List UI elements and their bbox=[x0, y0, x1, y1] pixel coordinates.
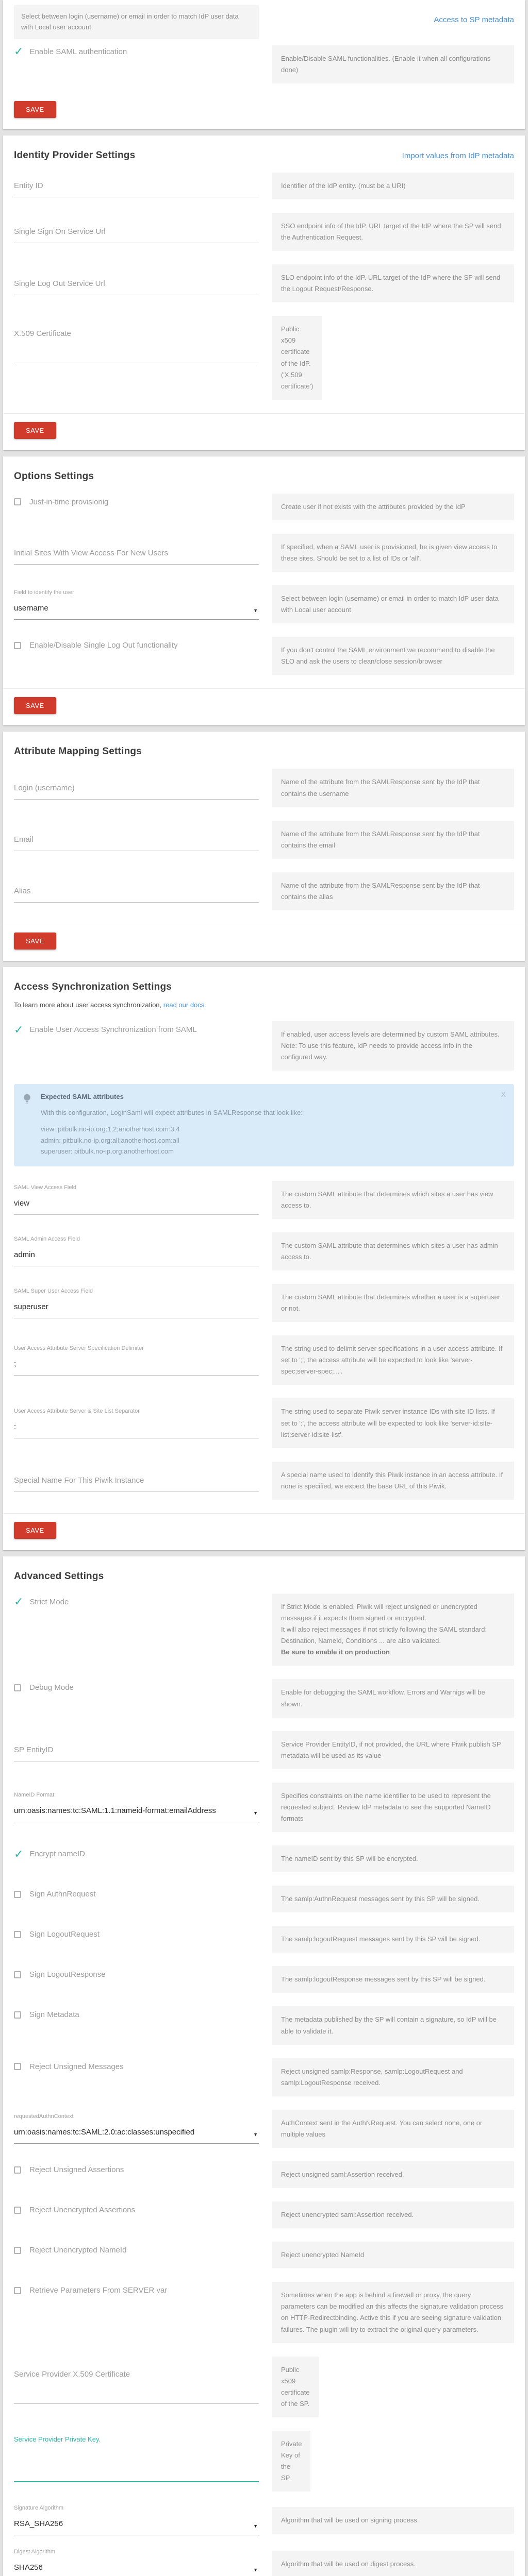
sp-metadata-link-wrap bbox=[272, 5, 514, 25]
reject-unencrypted-nameid-checkbox[interactable] bbox=[14, 2242, 259, 2255]
view-access-input[interactable] bbox=[14, 1192, 259, 1215]
admin-small-label: SAML Admin Access Field bbox=[14, 1236, 80, 1243]
x509-help: Public x509 certificate of the IdP. ('X.509 certificate') bbox=[272, 316, 322, 400]
jit-help: Create user if not exists with the attributes provided by the IdP bbox=[272, 494, 514, 520]
close-icon[interactable]: X bbox=[501, 1090, 506, 1099]
intro-text: To learn more about user access synchronization, bbox=[14, 1001, 162, 1009]
sign-authnrequest-checkbox[interactable] bbox=[14, 1886, 259, 1899]
row-reject-unencrypted-assertions bbox=[14, 2201, 514, 2228]
sign-authnrequest-help: The samlp:AuthnRequest messages sent by this SP will be signed. bbox=[272, 1886, 514, 1912]
login-attr-placeholder: Login (username) bbox=[14, 784, 75, 793]
enable-sync-label: Enable User Access Synchronization from SAML bbox=[29, 1025, 197, 1035]
checkbox-icon bbox=[14, 2166, 21, 2174]
slo-toggle-checkbox[interactable] bbox=[14, 637, 259, 650]
strict-help-line1: If Strict Mode is enabled, Piwik will reject unsigned or unencrypted messages if it expects them signed or encrypted. bbox=[281, 1602, 477, 1622]
delimiter-help: The string used to delimit server specifications in a user access attribute. If set to ';', the access attribute will be expected to look like 'server-spec;server-spec;...'. bbox=[272, 1335, 514, 1385]
enable-saml-help: Enable/Disable SAML functionalities. (Enable it when all configurations done) bbox=[272, 45, 514, 83]
checkmark-icon: ✓ bbox=[14, 1847, 24, 1860]
reject-unencrypted-assertions-help: Reject unencrypted saml:Assertion received. bbox=[272, 2201, 514, 2228]
access-titlebar bbox=[14, 981, 514, 993]
retrieve-parameters-label: Retrieve Parameters From SERVER var bbox=[29, 2286, 168, 2295]
authncontext-value: urn:oasis:names:tc:SAML:2.0:ac:classes:unspecified bbox=[14, 2128, 195, 2137]
row-slo-toggle bbox=[14, 637, 514, 675]
reject-unsigned-assertions-checkbox[interactable] bbox=[14, 2161, 259, 2174]
save-button[interactable]: SAVE bbox=[14, 933, 56, 950]
alias-attribute-input[interactable] bbox=[14, 879, 259, 903]
row-initial-sites bbox=[14, 534, 514, 572]
notice-line-view: view: pitbulk.no-ip.org:1,2;anotherhost.com:3,4 bbox=[41, 1125, 180, 1133]
special-name-help: A special name used to identify this Piwik instance in an access attribute. If none is specified, we expect the base URL of this Piwik. bbox=[272, 1462, 514, 1500]
signature-algorithm-small-label: Signature Algorithm bbox=[14, 2505, 63, 2512]
initial-sites-input[interactable] bbox=[14, 541, 259, 565]
jit-label: Just-in-time provisionig bbox=[29, 497, 109, 506]
email-attribute-input[interactable] bbox=[14, 828, 259, 851]
checkbox-icon bbox=[14, 642, 21, 649]
row-x509-cert bbox=[14, 316, 514, 400]
checkbox-icon bbox=[14, 2063, 21, 2070]
row-sp-private-key bbox=[14, 2431, 514, 2492]
email-attr-help: Name of the attribute from the SAMLResponse sent by the IdP that contains the email bbox=[272, 821, 514, 859]
row-sign-logoutresponse bbox=[14, 1966, 514, 1993]
row-reject-unsigned-messages bbox=[14, 2058, 514, 2096]
sign-metadata-help: The metadata published by the SP will contain a signature, so IdP will be able to validate it. bbox=[272, 2006, 514, 2044]
checkbox-icon bbox=[14, 2247, 21, 2254]
nameid-format-help: Specifies constraints on the name identifier to be used to represent the requested subject. Review IdP metadata to see the supported NameID formats bbox=[272, 1783, 514, 1832]
sign-logoutrequest-help: The samlp:logoutRequest messages sent by this SP will be signed. bbox=[272, 1926, 514, 1953]
row-enable-sync bbox=[14, 1021, 514, 1071]
row-admin-field bbox=[14, 1232, 514, 1270]
entity-id-input[interactable] bbox=[14, 174, 259, 197]
authncontext-small-label: requestedAuthnContext bbox=[14, 2113, 74, 2120]
checkbox-icon bbox=[14, 1971, 21, 1978]
special-name-input[interactable] bbox=[14, 1469, 259, 1492]
notice-line-admin: admin: pitbulk.no-ip.org:all;anotherhost.com:all bbox=[41, 1136, 179, 1144]
sign-logoutresponse-label: Sign LogoutResponse bbox=[29, 1970, 106, 1979]
sp-certificate-textarea[interactable] bbox=[14, 2357, 259, 2404]
debug-mode-label: Debug Mode bbox=[29, 1683, 74, 1692]
row-sign-metadata bbox=[14, 2006, 514, 2044]
row-sp-entity bbox=[14, 1731, 514, 1769]
row-sp-certificate bbox=[14, 2357, 514, 2417]
encrypt-nameid-checkbox[interactable] bbox=[14, 1845, 259, 1858]
sp-entityid-placeholder: SP EntityID bbox=[14, 1745, 54, 1755]
card-access-sync-settings bbox=[3, 967, 525, 1550]
row-nameid-format bbox=[14, 1783, 514, 1832]
superuser-help: The custom SAML attribute that determines whether a user is a superuser or not. bbox=[272, 1284, 514, 1322]
section-title: Access Synchronization Settings bbox=[14, 981, 172, 993]
reject-unsigned-messages-help: Reject unsigned samlp:Response, samlp:LogoutRequest and samlp:LogoutResponse received. bbox=[272, 2058, 514, 2096]
save-button[interactable]: SAVE bbox=[14, 1522, 56, 1539]
delimiter-small-label: User Access Attribute Server Specification Delimiter bbox=[14, 1345, 144, 1351]
divider bbox=[3, 413, 525, 414]
sign-metadata-label: Sign Metadata bbox=[29, 2010, 79, 2020]
enable-sync-help: If enabled, user access levels are determined by custom SAML attributes. Note: To use this feature, IdP needs to provide access info in the configured way. bbox=[272, 1021, 514, 1071]
reject-unencrypted-nameid-help: Reject unencrypted NameId bbox=[272, 2242, 514, 2268]
entity-id-help: Identifier of the IdP entity. (must be a URI) bbox=[272, 173, 514, 199]
row-view-field bbox=[14, 1181, 514, 1219]
reject-unencrypted-nameid-label: Reject Unencrypted NameId bbox=[29, 2246, 127, 2255]
admin-help: The custom SAML attribute that determines which sites a user has admin access to. bbox=[272, 1232, 514, 1270]
idp-titlebar bbox=[14, 150, 514, 161]
alias-attr-placeholder: Alias bbox=[14, 887, 31, 896]
identify-user-select[interactable] bbox=[14, 597, 259, 620]
superuser-small-label: SAML Super User Access Field bbox=[14, 1287, 93, 1294]
checkbox-icon bbox=[14, 2011, 21, 2019]
encrypt-nameid-label: Encrypt nameID bbox=[29, 1850, 85, 1859]
row-strict-mode bbox=[14, 1594, 514, 1666]
checkbox-icon bbox=[14, 1931, 21, 1938]
delimiter-input[interactable] bbox=[14, 1352, 259, 1376]
digest-algorithm-select[interactable] bbox=[14, 2556, 259, 2576]
sp-certificate-help: Public x509 certificate of the SP. bbox=[272, 2357, 319, 2417]
x509-certificate-textarea[interactable] bbox=[14, 316, 259, 363]
digest-algorithm-value: SHA256 bbox=[14, 2563, 43, 2572]
slo-url-help: SLO endpoint info of the IdP. URL target of the IdP where the SP will send the Logout Request/Response. bbox=[272, 264, 514, 302]
save-button[interactable]: SAVE bbox=[14, 101, 56, 118]
row-reject-unencrypted-nameid bbox=[14, 2242, 514, 2268]
row-superuser-field bbox=[14, 1284, 514, 1322]
sign-logoutrequest-label: Sign LogoutRequest bbox=[29, 1930, 100, 1939]
checkmark-icon: ✓ bbox=[14, 1023, 24, 1036]
reject-unsigned-messages-checkbox[interactable] bbox=[14, 2058, 259, 2071]
access-sp-metadata-link[interactable]: Access to SP metadata bbox=[434, 15, 514, 24]
row-alias-attr bbox=[14, 872, 514, 910]
reject-unsigned-assertions-label: Reject Unsigned Assertions bbox=[29, 2165, 124, 2174]
advanced-titlebar bbox=[14, 1571, 514, 1582]
login-attr-help: Name of the attribute from the SAMLResponse sent by the IdP that contains the username bbox=[272, 769, 514, 807]
sign-authnrequest-label: Sign AuthnRequest bbox=[29, 1890, 96, 1899]
divider bbox=[3, 688, 525, 689]
checkbox-icon bbox=[14, 2207, 21, 2214]
digest-algorithm-small-label: Digest Algorithm bbox=[14, 2549, 56, 2555]
row-encrypt-nameid bbox=[14, 1845, 514, 1872]
card-identity-provider-settings bbox=[3, 135, 525, 450]
row-login-attr bbox=[14, 769, 514, 807]
superuser-access-input[interactable] bbox=[14, 1295, 259, 1318]
section-title: Options Settings bbox=[14, 470, 94, 482]
initial-sites-help: If specified, when a SAML user is provisioned, he is given view access to these sites. Should be set to a list of IDs or 'all'. bbox=[272, 534, 514, 572]
nameid-format-value: urn:oasis:names:tc:SAML:1.1:nameid-format:emailAddress bbox=[14, 1806, 216, 1816]
row-email-attr bbox=[14, 821, 514, 859]
sp-entityid-help: Service Provider EntityID, if not provided, the URL where Piwik publish SP metadata will be used as its value bbox=[272, 1731, 514, 1769]
separator-small-label: User Access Attribute Server & Site List Separator bbox=[14, 1408, 140, 1415]
sso-url-input[interactable] bbox=[14, 220, 259, 243]
nameid-small-label: NameID Format bbox=[14, 1792, 55, 1799]
checkbox-icon bbox=[14, 1891, 21, 1898]
row-signature-algorithm bbox=[14, 2505, 514, 2535]
row-special-name bbox=[14, 1462, 514, 1500]
login-attribute-input[interactable] bbox=[14, 776, 259, 800]
superuser-value: superuser bbox=[14, 1302, 48, 1311]
checkbox-icon bbox=[14, 1684, 21, 1691]
checkbox-icon bbox=[14, 2287, 21, 2294]
strict-mode-checkbox[interactable] bbox=[14, 1594, 259, 1606]
reject-unencrypted-assertions-label: Reject Unencrypted Assertions bbox=[29, 2206, 136, 2215]
slo-toggle-help: If you don't control the SAML environment we recommend to disable the SLO and ask the users to clean/close session/browser bbox=[272, 637, 514, 675]
strict-mode-help bbox=[272, 1594, 514, 1666]
section-title: Identity Provider Settings bbox=[14, 149, 136, 161]
authncontext-select[interactable] bbox=[14, 2121, 259, 2144]
enable-saml-checkbox[interactable] bbox=[14, 45, 259, 56]
signature-algorithm-select[interactable] bbox=[14, 2512, 259, 2535]
sign-metadata-checkbox[interactable] bbox=[14, 2006, 259, 2019]
entity-id-placeholder: Entity ID bbox=[14, 181, 43, 191]
sp-entityid-input[interactable] bbox=[14, 1738, 259, 1761]
encrypt-nameid-help: The nameID sent by this SP will be encrypted. bbox=[272, 1845, 514, 1872]
strict-help-line2: It will also reject messages if not strictly following the SAML standard: Destination, NameId, Conditions ... are also validated. bbox=[281, 1625, 487, 1645]
row-delimiter bbox=[14, 1335, 514, 1385]
card-options-settings bbox=[3, 456, 525, 726]
authncontext-help: AuthContext sent in the AuthNRequest. You can select none, one or multiple values bbox=[272, 2110, 514, 2148]
dropdown-arrow-icon: ▼ bbox=[253, 607, 258, 613]
retrieve-parameters-checkbox[interactable] bbox=[14, 2282, 259, 2295]
attr-titlebar bbox=[14, 746, 514, 757]
sso-url-help: SSO endpoint info of the IdP. URL target of the IdP where the SP will send the Authentication Request. bbox=[272, 213, 514, 251]
card-enable-saml bbox=[3, 0, 525, 129]
delimiter-value: ; bbox=[14, 1359, 16, 1368]
slo-url-placeholder: Single Log Out Service Url bbox=[14, 279, 105, 288]
initial-sites-placeholder: Initial Sites With View Access For New Users bbox=[14, 548, 168, 557]
notice-title: Expected SAML attributes bbox=[41, 1093, 124, 1101]
enable-sync-checkbox[interactable] bbox=[14, 1021, 259, 1034]
sso-url-placeholder: Single Sign On Service Url bbox=[14, 227, 106, 236]
sp-private-key-textarea[interactable] bbox=[14, 2431, 259, 2482]
identify-small-label: Field to identify the user bbox=[14, 589, 74, 596]
row-digest-algorithm bbox=[14, 2549, 514, 2576]
row-sso-url bbox=[14, 213, 514, 251]
dropdown-arrow-icon: ▼ bbox=[253, 2567, 258, 2573]
section-title: Advanced Settings bbox=[14, 1570, 104, 1582]
slo-url-input[interactable] bbox=[14, 272, 259, 295]
identify-value: username bbox=[14, 603, 48, 613]
import-idp-metadata-link[interactable]: Import values from IdP metadata bbox=[402, 151, 514, 160]
alias-attr-help: Name of the attribute from the SAMLResponse sent by the IdP that contains the alias bbox=[272, 872, 514, 910]
sign-logoutresponse-help: The samlp:logoutResponse messages sent by this SP will be signed. bbox=[272, 1966, 514, 1993]
view-value: view bbox=[14, 1199, 30, 1208]
row-slo-url bbox=[14, 264, 514, 302]
dropdown-arrow-icon: ▼ bbox=[253, 1810, 258, 1816]
signature-algorithm-help: Algorithm that will be used on signing process. bbox=[272, 2507, 514, 2534]
access-intro bbox=[14, 1001, 514, 1009]
row-sign-logoutrequest bbox=[14, 1926, 514, 1953]
checkmark-icon: ✓ bbox=[14, 45, 24, 58]
options-titlebar bbox=[14, 471, 514, 482]
lightbulb-icon bbox=[23, 1093, 41, 1157]
row-context bbox=[14, 5, 514, 39]
row-authncontext bbox=[14, 2110, 514, 2148]
sign-logoutresponse-checkbox[interactable] bbox=[14, 1966, 259, 1979]
checkbox-icon bbox=[14, 498, 21, 505]
divider bbox=[3, 1513, 525, 1514]
email-attr-placeholder: Email bbox=[14, 835, 34, 844]
strict-help-line3: Be sure to enable it on production bbox=[281, 1648, 390, 1656]
debug-mode-checkbox[interactable] bbox=[14, 1679, 259, 1692]
row-debug-mode bbox=[14, 1679, 514, 1717]
admin-value: admin bbox=[14, 1250, 35, 1260]
sp-private-key-label: Service Provider Private Key. bbox=[14, 2435, 101, 2444]
notice-line-superuser: superuser: pitbulk.no-ip.org;anotherhost.com bbox=[41, 1147, 174, 1156]
section-title: Attribute Mapping Settings bbox=[14, 746, 142, 757]
separator-input[interactable] bbox=[14, 1415, 259, 1438]
sp-certificate-placeholder: Service Provider X.509 Certificate bbox=[14, 2369, 130, 2379]
expected-saml-attributes-notice bbox=[14, 1084, 514, 1166]
view-small-label: SAML View Access Field bbox=[14, 1184, 77, 1191]
dropdown-arrow-icon: ▼ bbox=[253, 2132, 258, 2138]
card-advanced-settings bbox=[3, 1556, 525, 2576]
retrieve-parameters-help: Sometimes when the app is behind a firewall or proxy, the query parameters can be modified an this affects the signature validation process on HTTP-Redirectbinding. Active this if you are seeing signature validation failures. The plugin will try to extract the original query parameters. bbox=[272, 2282, 514, 2343]
save-button[interactable]: SAVE bbox=[14, 697, 56, 714]
row-sign-authnrequest bbox=[14, 1886, 514, 1912]
nameid-format-select[interactable] bbox=[14, 1799, 259, 1822]
sign-logoutrequest-checkbox[interactable] bbox=[14, 1926, 259, 1939]
reject-unsigned-messages-label: Reject Unsigned Messages bbox=[29, 2062, 124, 2071]
notice-text: With this configuration, LoginSaml will expect attributes in SAMLResponse that look like: bbox=[41, 1109, 303, 1117]
jit-checkbox[interactable] bbox=[14, 494, 259, 506]
admin-access-input[interactable] bbox=[14, 1243, 259, 1266]
view-help: The custom SAML attribute that determines which sites a user has view access to. bbox=[272, 1181, 514, 1219]
notice-body bbox=[41, 1093, 303, 1157]
checkmark-icon: ✓ bbox=[14, 1595, 24, 1608]
read-docs-link[interactable]: read our docs. bbox=[163, 1001, 206, 1009]
field-context-note: Select between login (username) or email in order to match IdP user data with Local user account bbox=[14, 5, 259, 39]
reject-unsigned-assertions-help: Reject unsigned saml:Assertion received. bbox=[272, 2161, 514, 2188]
separator-help: The string used to separate Piwik server instance IDs with site ID lists. If set to ':', the access attribute will be expected to look like 'server-id:site-list;server-id:site-list'. bbox=[272, 1398, 514, 1448]
strict-mode-label: Strict Mode bbox=[29, 1597, 69, 1606]
row-retrieve-parameters bbox=[14, 2282, 514, 2343]
row-jit bbox=[14, 494, 514, 520]
context-note-wrap bbox=[14, 5, 259, 39]
signature-algorithm-value: RSA_SHA256 bbox=[14, 2519, 63, 2529]
row-separator bbox=[14, 1398, 514, 1448]
x509-placeholder: X.509 Certificate bbox=[14, 329, 71, 338]
enable-saml-label: Enable SAML authentication bbox=[29, 47, 127, 56]
dropdown-arrow-icon: ▼ bbox=[253, 2523, 258, 2529]
row-entity-id bbox=[14, 173, 514, 199]
row-reject-unsigned-assertions bbox=[14, 2161, 514, 2188]
reject-unencrypted-assertions-checkbox[interactable] bbox=[14, 2201, 259, 2214]
save-button[interactable]: SAVE bbox=[14, 422, 56, 439]
digest-algorithm-help: Algorithm that will be used on digest process. bbox=[272, 2551, 514, 2576]
separator-value: : bbox=[14, 1422, 16, 1432]
card-attribute-mapping-settings bbox=[3, 732, 525, 961]
row-identify-field bbox=[14, 585, 514, 623]
row-enable-saml bbox=[14, 45, 514, 83]
identify-help: Select between login (username) or email in order to match IdP user data with Local user account bbox=[272, 585, 514, 623]
debug-mode-help: Enable for debugging the SAML workflow. Errors and Warnigs will be shown. bbox=[272, 1679, 514, 1717]
sp-private-key-help: Private Key of the SP. bbox=[272, 2431, 310, 2492]
special-name-placeholder: Special Name For This Piwik Instance bbox=[14, 1476, 144, 1485]
slo-toggle-label: Enable/Disable Single Log Out functionality bbox=[29, 641, 178, 650]
